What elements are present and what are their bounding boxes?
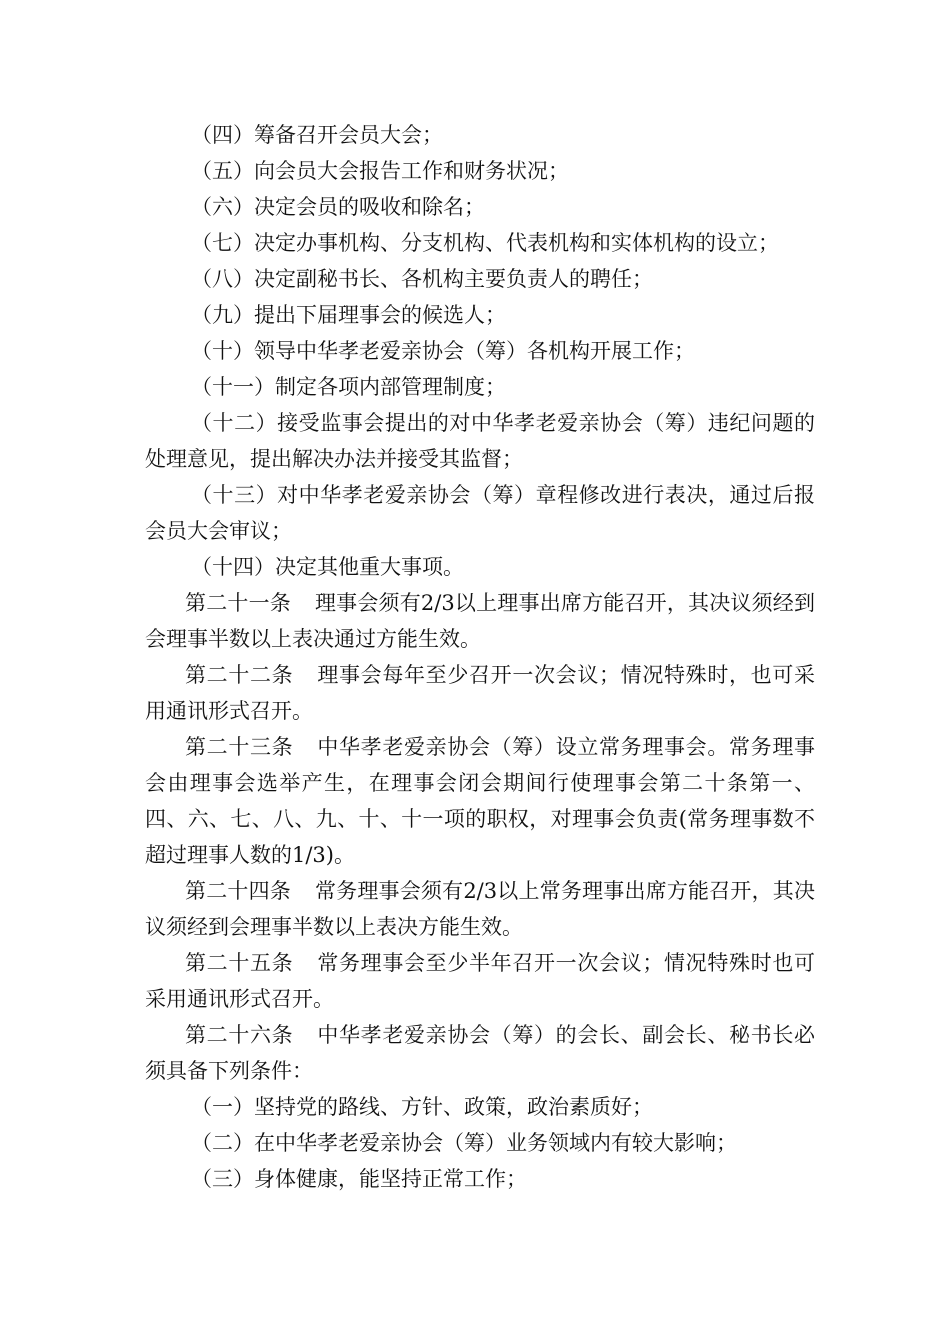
- article-25: [145, 945, 815, 1017]
- article-22: [145, 657, 815, 729]
- article-title: 第二十三条: [185, 735, 294, 759]
- article-23: [145, 729, 815, 873]
- list-item: （二）在中华孝老爱亲协会（筹）业务领域内有较大影响；: [191, 1131, 737, 1155]
- list-item: （八）决定副秘书长、各机构主要负责人的聘任；: [191, 267, 653, 291]
- list-item: （四）筹备召开会员大会；: [191, 123, 443, 147]
- list-item: （六）决定会员的吸收和除名；: [191, 195, 485, 219]
- article-body: 理事会须有2/3以上理事出席方能召开，其决议须经到会理事半数以上表决通过方能生效。: [145, 591, 816, 651]
- article-title: 第二十一条: [185, 591, 291, 615]
- list-item: （十一）制定各项内部管理制度；: [191, 375, 506, 399]
- article-24: [145, 873, 815, 945]
- list-item: （十）领导中华孝老爱亲协会（筹）各机构开展工作；: [191, 339, 695, 363]
- article-title: 第二十五条: [185, 951, 294, 975]
- article-title: 第二十四条: [185, 879, 291, 903]
- article-body: 理事会每年至少召开一次会议；情况特殊时，也可采用通讯形式召开。: [145, 663, 816, 723]
- list-item: （五）向会员大会报告工作和财务状况；: [191, 159, 569, 183]
- list-item: （十四）决定其他重大事项。: [191, 555, 464, 579]
- article-body: 常务理事会至少半年召开一次会议；情况特殊时也可采用通讯形式召开。: [145, 951, 816, 1011]
- document-body: [145, 117, 815, 1197]
- list-item: （十二）接受监事会提出的对中华孝老爱亲协会（筹）违纪问题的处理意见，提出解决办法并接受其监督；: [145, 411, 815, 471]
- list-item: （三）身体健康，能坚持正常工作；: [191, 1167, 527, 1191]
- list-item: （十三）对中华孝老爱亲协会（筹）章程修改进行表决，通过后报会员大会审议；: [145, 483, 815, 543]
- article-title: 第二十六条: [185, 1023, 294, 1047]
- article-26: [145, 1017, 815, 1089]
- article-title: 第二十二条: [185, 663, 294, 687]
- list-item: （一）坚持党的路线、方针、政策，政治素质好；: [191, 1095, 653, 1119]
- list-item: （九）提出下届理事会的候选人；: [191, 303, 506, 327]
- article-body: 常务理事会须有2/3以上常务理事出席方能召开，其决议须经到会理事半数以上表决方能生效。: [145, 879, 816, 939]
- article-body: 中华孝老爱亲协会（筹）设立常务理事会。常务理事会由理事会选举产生，在理事会闭会期间行使理事会第二十条第一、四、六、七、八、九、十、十一项的职权，对理事会负责(常务理事数不超过理事人数的1/3)。: [145, 735, 816, 867]
- article-body: 中华孝老爱亲协会（筹）的会长、副会长、秘书长必须具备下列条件：: [145, 1023, 816, 1083]
- article-21: [145, 585, 815, 657]
- list-item: （七）决定办事机构、分支机构、代表机构和实体机构的设立；: [191, 231, 779, 255]
